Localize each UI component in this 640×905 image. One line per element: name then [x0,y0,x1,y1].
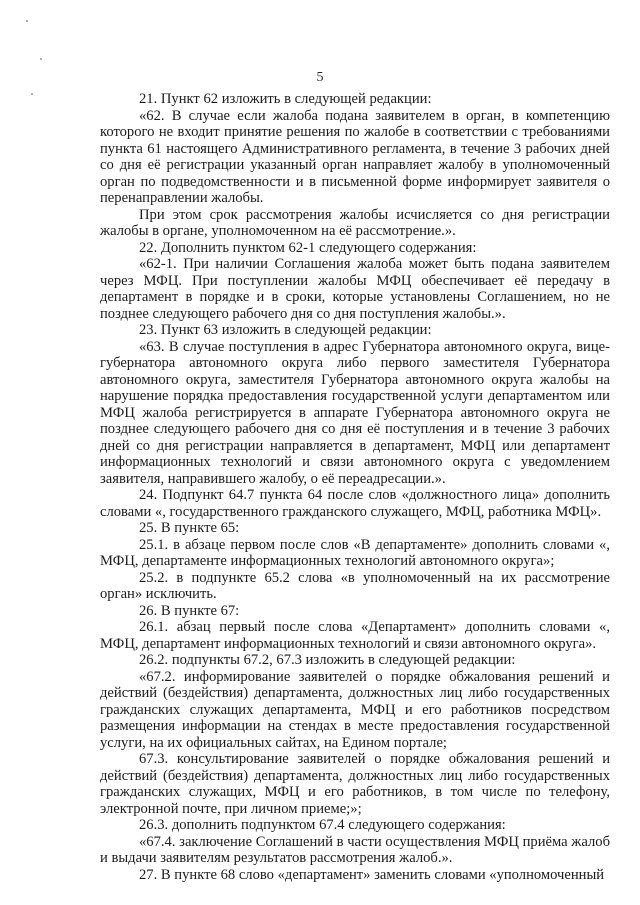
page-number: 5 [316,70,324,85]
paragraph-item-26-2: 26.2. подпункты 67.2, 67.3 изложить в следующей редакции: [139,652,516,668]
paragraph-quote-63: «63. В случае поступления в адрес Губернатора автономного округа, вице-губернатора автономного округа либо первого заместителя Губернатора автономного округа, заместителя Губернатора автономного округа жалобы на нарушение порядка предоставления государственной услуги департаментом или МФЦ жалоба регистрируется в аппарате Губернатора автономного округа не позднее следующего рабочего дня со дня её поступления и в течение 3 рабочих дней со дня регистрации направляется в департамент, МФЦ или департамент информационных технологий и связи автономного округа с уведомлением заявителя, направившего жалобу, о её переадресации.». [100,338,610,487]
scan-speck [31,93,33,95]
paragraph-item-26-3: 26.3. дополнить подпунктом 67.4 следующего содержания: [139,817,506,833]
paragraph-item-24: 24. Подпункт 64.7 пункта 64 после слов «должностного лица» дополнить словами «, государственного гражданского служащего, МФЦ, работника МФЦ». [100,487,610,520]
scan-speck [40,58,42,60]
paragraph-item-22: 22. Дополнить пунктом 62-1 следующего содержания: [139,239,477,256]
paragraph-item-26-1: 26.1. абзац первый после слова «Департамент» дополнить словами «, МФЦ, департамент информационных технологий и связи автономного округа». [100,619,610,652]
document-body [100,91,610,883]
paragraph-item-26: 26. В пункте 67: [139,602,240,619]
paragraph-item-23: 23. Пункт 63 изложить в следующей редакции: [139,322,432,338]
paragraph-item-25-1: 25.1. в абзаце первом после слов «В департаменте» дополнить словами «, МФЦ, департаменте информационных технологий автономного округа»; [100,536,610,569]
paragraph-quote-62-continued: При этом срок рассмотрения жалобы исчисляется со дня регистрации жалобы в органе, уполномоченном на её рассмотрение.». [100,206,610,239]
paragraph-quote-62-1: «62-1. При наличии Соглашения жалоба может быть подана заявителем через МФЦ. При поступлении жалобы МФЦ обеспечивает её передачу в департамент в порядке и в сроки, которые установлены Соглашением, но не позднее следующего рабочего дня со дня поступления жалобы.». [100,256,610,322]
paragraph-item-25-2: 25.2. в подпункте 65.2 слова «в уполномоченный на их рассмотрение орган» исключить. [100,569,610,602]
paragraph-quote-62: «62. В случае если жалоба подана заявителем в орган, в компетенцию которого не входит принятие решения по жалобе в соответствии с требованиями пункта 61 настоящего Административного регламента, в течение 3 рабочих дней со дня её регистрации указанный орган направляет жалобу в уполномоченный орган по подведомственности и в письменной форме информирует заявителя о перенаправлении жалобы. [100,107,610,206]
paragraph-quote-67-4: «67.4. заключение Соглашений в части осуществления МФЦ приёма жалоб и выдачи заявителям результатов рассмотрения жалоб.». [100,833,610,866]
paragraph-item-25: 25. В пункте 65: [139,520,240,536]
paragraph-quote-67-2: «67.2. информирование заявителей о порядке обжалования решений и действий (бездействия) департамента, должностных лиц либо государственных гражданских служащих департамента, МФЦ и его работников посредством размещения информации на стендах в месте предоставления государственной услуги, на их официальных сайтах, на Едином портале; [100,668,610,751]
paragraph-item-21: 21. Пункт 62 изложить в следующей редакции: [139,91,432,107]
paragraph-item-27: 27. В пункте 68 слово «департамент» заменить словами «уполномоченный [139,866,605,883]
scan-speck [26,20,28,22]
paragraph-quote-67-3: 67.3. консультирование заявителей о порядке обжалования решений и действий (бездействия) департамента, должностных лиц либо государственных гражданских служащих, МФЦ и его работников, в том числе по телефону, электронной почте, при личном приеме;»; [100,751,610,817]
